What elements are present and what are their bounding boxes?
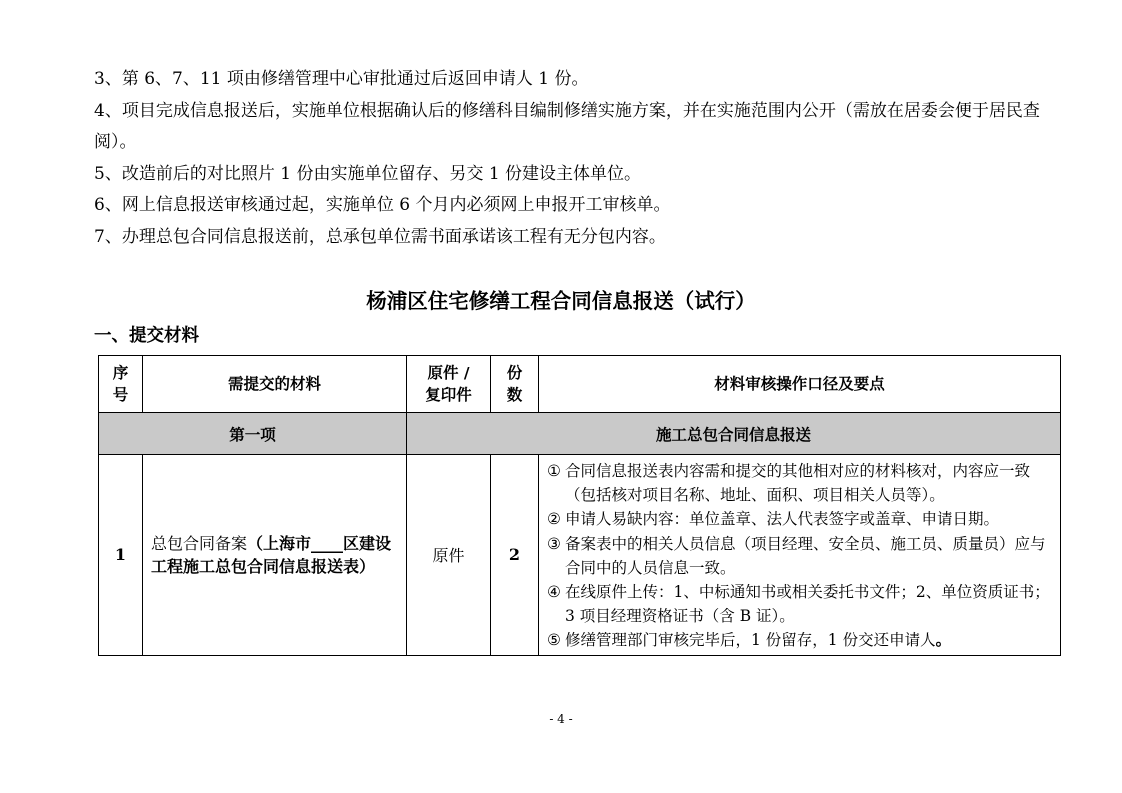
header-text: 原件 / [427,364,470,382]
table-row [99,455,1061,656]
section-label: 第一项 [99,413,407,455]
section-name: 施工总包合同信息报送 [407,413,1061,455]
material-prefix: 总包合同备案 [151,533,248,553]
header-type [407,356,491,413]
point-end-mark: 。 [935,630,952,650]
row-type: 原件 [407,455,491,656]
header-seq [99,356,143,413]
point-text: 备案表中的相关人员信息（项目经理、安全员、施工员、质量员）应与合同中的人员信息一致。 [565,534,1046,577]
notes-list [94,64,1074,253]
header-material: 需提交的材料 [143,356,407,413]
note-item: 6、网上信息报送审核通过起，实施单位 6 个月内必须网上申报开工审核单。 [94,195,671,215]
header-text: 序 [112,364,129,382]
table-header-row [99,356,1061,413]
point-number: ② [547,510,561,529]
header-text: 份 [506,364,523,382]
note-item: 4、项目完成信息报送后，实施单位根据确认后的修缮科目编制修缮实施方案，并在实施范围内公开（需放在居委会便于居民查阅）。 [94,100,1040,152]
point-item [547,459,1054,507]
point-text: 在线原件上传：1、中标通知书或相关委托书文件；2、单位资质证书；3 项目经理资格证书（含 B 证）。 [565,583,1050,626]
materials-table [98,355,1061,656]
section-row [99,413,1061,455]
point-text: 合同信息报送表内容需和提交的其他相对应的材料核对，内容应一致（包括核对项目名称、地址、面积、项目相关人员等）。 [565,462,1031,505]
note-item: 7、办理总包合同信息报送前，总承包单位需书面承诺该工程有无分包内容。 [94,226,666,247]
row-material [143,455,407,656]
note-item: 3、第 6、7、11 项由修缮管理中心审批通过后返回申请人 1 份。 [94,69,589,89]
header-points: 材料审核操作口径及要点 [539,356,1061,413]
row-points [539,455,1061,656]
row-seq: 1 [99,455,143,656]
point-text: 申请人易缺内容：单位盖章、法人代表签字或盖章、申请日期。 [565,510,1000,529]
point-number: ③ [547,534,561,553]
header-text: 号 [112,386,129,404]
point-number: ① [547,462,561,480]
section-heading: 一、提交材料 [94,326,199,346]
header-count [491,356,539,413]
point-item [547,532,1054,580]
point-item [547,580,1054,628]
header-text: 数 [506,386,523,404]
point-number: ⑤ [547,631,561,650]
point-text: 修缮管理部门审核完毕后，1 份留存，1 份交还申请人 [565,631,936,650]
point-number: ④ [547,583,561,602]
point-item [547,628,1054,652]
page-number: - 4 - [549,712,573,726]
header-text: 复印件 [425,386,472,404]
material-form-name: （上海市____区建设工程施工总包合同信息报送表） [151,533,392,576]
row-count: 2 [491,455,539,656]
point-item [547,507,1054,531]
note-item: 5、改造前后的对比照片 1 份由实施单位留存、另交 1 份建设主体单位。 [94,163,642,184]
document-title: 杨浦区住宅修缮工程合同信息报送（试行） [366,289,756,313]
